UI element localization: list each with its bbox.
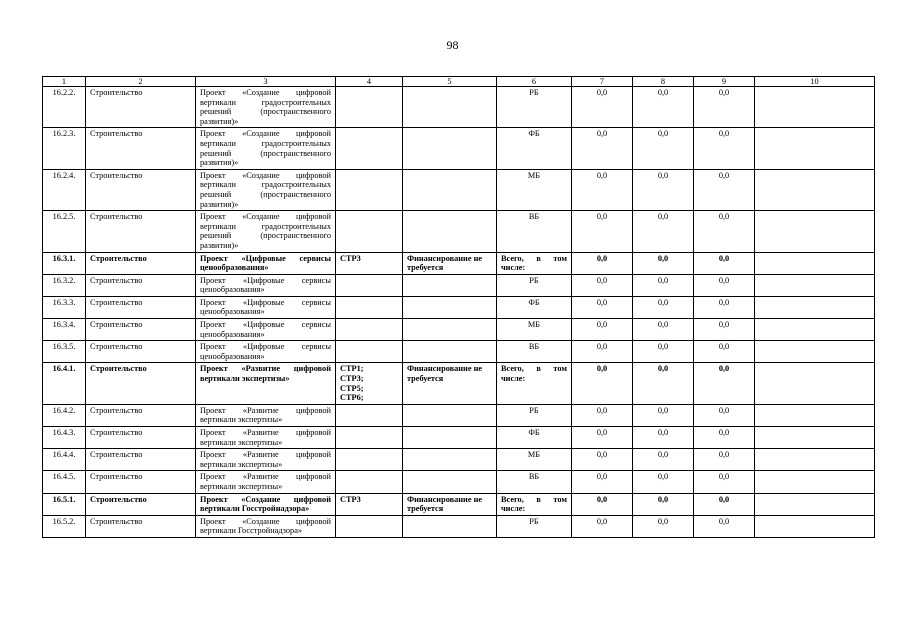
- value-col9: 0,0: [694, 252, 755, 274]
- value-col9: 0,0: [694, 169, 755, 210]
- budget-source: РБ: [497, 515, 572, 537]
- financing-note: [403, 341, 497, 363]
- budget-source: Всего, в том числе:: [497, 252, 572, 274]
- table-row: [43, 87, 875, 128]
- value-col7: 0,0: [572, 296, 633, 318]
- budget-source: ФБ: [497, 427, 572, 449]
- value-col7: 0,0: [572, 449, 633, 471]
- note-cell: [755, 363, 875, 404]
- sector: Строительство: [86, 449, 196, 471]
- financing-note: Финансирование не требуется: [403, 493, 497, 515]
- sector: Строительство: [86, 427, 196, 449]
- value-col7: 0,0: [572, 404, 633, 426]
- item-number: 16.4.5.: [43, 471, 86, 493]
- value-col8: 0,0: [633, 493, 694, 515]
- financing-note: [403, 449, 497, 471]
- note-cell: [755, 252, 875, 274]
- column-number-7: 7: [572, 77, 633, 87]
- value-col9: 0,0: [694, 341, 755, 363]
- budget-source: РБ: [497, 404, 572, 426]
- project-name: Проект «Цифровые сервисы ценообразования»: [196, 274, 336, 296]
- column-number-8: 8: [633, 77, 694, 87]
- table-row: [43, 274, 875, 296]
- table-row: [43, 341, 875, 363]
- budget-source: МБ: [497, 449, 572, 471]
- item-number: 16.5.2.: [43, 515, 86, 537]
- item-number: 16.3.3.: [43, 296, 86, 318]
- value-col9: 0,0: [694, 363, 755, 404]
- value-col7: 0,0: [572, 493, 633, 515]
- table-row: [43, 211, 875, 252]
- value-col8: 0,0: [633, 169, 694, 210]
- table-row: [43, 449, 875, 471]
- financing-note: [403, 427, 497, 449]
- table-row: [43, 404, 875, 426]
- sector: Строительство: [86, 169, 196, 210]
- project-name: Проект «Цифровые сервисы ценообразования»: [196, 252, 336, 274]
- indicator-code: [336, 87, 403, 128]
- value-col9: 0,0: [694, 296, 755, 318]
- budget-source: РБ: [497, 87, 572, 128]
- sector: Строительство: [86, 471, 196, 493]
- indicator-code: [336, 296, 403, 318]
- item-number: 16.5.1.: [43, 493, 86, 515]
- indicator-code: [336, 404, 403, 426]
- project-name: Проект «Развитие цифровой вертикали экспертизы»: [196, 404, 336, 426]
- table-row: [43, 471, 875, 493]
- project-name: Проект «Создание цифровой вертикали градостроительных решений (пространственного развития)»: [196, 87, 336, 128]
- column-number-5: 5: [403, 77, 497, 87]
- value-col8: 0,0: [633, 128, 694, 169]
- column-number-3: 3: [196, 77, 336, 87]
- column-number-row: [43, 77, 875, 87]
- value-col9: 0,0: [694, 274, 755, 296]
- sector: Строительство: [86, 87, 196, 128]
- budget-source: Всего, в том числе:: [497, 363, 572, 404]
- value-col9: 0,0: [694, 319, 755, 341]
- indicator-code: [336, 128, 403, 169]
- project-name: Проект «Развитие цифровой вертикали экспертизы»: [196, 363, 336, 404]
- budget-source: ФБ: [497, 296, 572, 318]
- note-cell: [755, 319, 875, 341]
- value-col9: 0,0: [694, 211, 755, 252]
- project-name: Проект «Создание цифровой вертикали градостроительных решений (пространственного развития)»: [196, 211, 336, 252]
- value-col7: 0,0: [572, 169, 633, 210]
- budget-source: ВБ: [497, 211, 572, 252]
- financing-note: [403, 515, 497, 537]
- value-col7: 0,0: [572, 274, 633, 296]
- value-col9: 0,0: [694, 128, 755, 169]
- item-number: 16.2.3.: [43, 128, 86, 169]
- financing-note: [403, 274, 497, 296]
- value-col9: 0,0: [694, 404, 755, 426]
- value-col8: 0,0: [633, 296, 694, 318]
- note-cell: [755, 449, 875, 471]
- value-col7: 0,0: [572, 363, 633, 404]
- indicator-code: СТР3: [336, 493, 403, 515]
- financing-note: [403, 211, 497, 252]
- column-number-1: 1: [43, 77, 86, 87]
- value-col9: 0,0: [694, 427, 755, 449]
- value-col7: 0,0: [572, 515, 633, 537]
- sector: Строительство: [86, 252, 196, 274]
- column-number-2: 2: [86, 77, 196, 87]
- sector: Строительство: [86, 319, 196, 341]
- value-col8: 0,0: [633, 211, 694, 252]
- value-col8: 0,0: [633, 363, 694, 404]
- table-row: [43, 169, 875, 210]
- project-name: Проект «Развитие цифровой вертикали экспертизы»: [196, 471, 336, 493]
- table-row: [43, 252, 875, 274]
- value-col9: 0,0: [694, 87, 755, 128]
- value-col8: 0,0: [633, 515, 694, 537]
- project-name: Проект «Создание цифровой вертикали градостроительных решений (пространственного развития)»: [196, 128, 336, 169]
- indicator-code: [336, 515, 403, 537]
- value-col9: 0,0: [694, 449, 755, 471]
- item-number: 16.4.1.: [43, 363, 86, 404]
- value-col8: 0,0: [633, 404, 694, 426]
- budget-source: ВБ: [497, 471, 572, 493]
- budget-source: ФБ: [497, 128, 572, 169]
- budget-source: Всего, в том числе:: [497, 493, 572, 515]
- table-row: [43, 363, 875, 404]
- sector: Строительство: [86, 363, 196, 404]
- note-cell: [755, 341, 875, 363]
- note-cell: [755, 427, 875, 449]
- sector: Строительство: [86, 211, 196, 252]
- indicator-code-line: СТР3;: [340, 374, 364, 384]
- indicator-code: [336, 471, 403, 493]
- value-col8: 0,0: [633, 341, 694, 363]
- page-number: 98: [446, 38, 459, 52]
- project-name: Проект «Создание цифровой вертикали градостроительных решений (пространственного развития)»: [196, 169, 336, 210]
- column-number-9: 9: [694, 77, 755, 87]
- note-cell: [755, 296, 875, 318]
- project-name: Проект «Цифровые сервисы ценообразования»: [196, 341, 336, 363]
- item-number: 16.2.2.: [43, 87, 86, 128]
- value-col7: 0,0: [572, 252, 633, 274]
- financing-note: [403, 296, 497, 318]
- project-name: Проект «Развитие цифровой вертикали экспертизы»: [196, 427, 336, 449]
- project-name: Проект «Цифровые сервисы ценообразования»: [196, 319, 336, 341]
- value-col8: 0,0: [633, 471, 694, 493]
- item-number: 16.4.2.: [43, 404, 86, 426]
- note-cell: [755, 87, 875, 128]
- value-col8: 0,0: [633, 87, 694, 128]
- value-col9: 0,0: [694, 471, 755, 493]
- note-cell: [755, 515, 875, 537]
- indicator-code: [336, 319, 403, 341]
- item-number: 16.3.1.: [43, 252, 86, 274]
- item-number: 16.3.4.: [43, 319, 86, 341]
- sector: Строительство: [86, 296, 196, 318]
- value-col8: 0,0: [633, 319, 694, 341]
- value-col7: 0,0: [572, 471, 633, 493]
- table-row: [43, 296, 875, 318]
- value-col7: 0,0: [572, 319, 633, 341]
- indicator-code-line: СТР1;: [340, 364, 364, 374]
- value-col8: 0,0: [633, 427, 694, 449]
- value-col7: 0,0: [572, 341, 633, 363]
- table-row: [43, 515, 875, 537]
- note-cell: [755, 211, 875, 252]
- note-cell: [755, 274, 875, 296]
- item-number: 16.3.5.: [43, 341, 86, 363]
- indicator-code: СТР3: [336, 252, 403, 274]
- sector: Строительство: [86, 404, 196, 426]
- column-number-6: 6: [497, 77, 572, 87]
- sector: Строительство: [86, 341, 196, 363]
- note-cell: [755, 128, 875, 169]
- financing-note: [403, 404, 497, 426]
- budget-source: МБ: [497, 169, 572, 210]
- sector: Строительство: [86, 493, 196, 515]
- financing-note: [403, 319, 497, 341]
- indicator-code: [336, 211, 403, 252]
- budget-source: РБ: [497, 274, 572, 296]
- item-number: 16.3.2.: [43, 274, 86, 296]
- table-row: [43, 319, 875, 341]
- indicator-code: [336, 427, 403, 449]
- project-name: Проект «Развитие цифровой вертикали экспертизы»: [196, 449, 336, 471]
- project-name: Проект «Создание цифровой вертикали Госстройнадзора»: [196, 515, 336, 537]
- table-row: [43, 493, 875, 515]
- financing-note: Финансирование не требуется: [403, 363, 497, 404]
- budget-table: [42, 76, 875, 538]
- value-col8: 0,0: [633, 274, 694, 296]
- value-col9: 0,0: [694, 493, 755, 515]
- value-col9: 0,0: [694, 515, 755, 537]
- financing-note: [403, 169, 497, 210]
- indicator-code: [336, 274, 403, 296]
- indicator-code: [336, 363, 403, 404]
- indicator-code: [336, 449, 403, 471]
- note-cell: [755, 471, 875, 493]
- value-col8: 0,0: [633, 252, 694, 274]
- value-col8: 0,0: [633, 449, 694, 471]
- budget-source: МБ: [497, 319, 572, 341]
- value-col7: 0,0: [572, 211, 633, 252]
- note-cell: [755, 169, 875, 210]
- table-row: [43, 427, 875, 449]
- project-name: Проект «Цифровые сервисы ценообразования»: [196, 296, 336, 318]
- sector: Строительство: [86, 515, 196, 537]
- project-name: Проект «Создание цифровой вертикали Госстройнадзора»: [196, 493, 336, 515]
- column-number-10: 10: [755, 77, 875, 87]
- value-col7: 0,0: [572, 87, 633, 128]
- indicator-code-line: СТР5;: [340, 383, 364, 393]
- financing-note: [403, 87, 497, 128]
- item-number: 16.4.4.: [43, 449, 86, 471]
- column-number-4: 4: [336, 77, 403, 87]
- indicator-code-line: СТР6;: [340, 393, 364, 403]
- financing-note: [403, 471, 497, 493]
- value-col7: 0,0: [572, 128, 633, 169]
- note-cell: [755, 493, 875, 515]
- value-col7: 0,0: [572, 427, 633, 449]
- sector: Строительство: [86, 274, 196, 296]
- financing-note: Финансирование не требуется: [403, 252, 497, 274]
- note-cell: [755, 404, 875, 426]
- item-number: 16.2.4.: [43, 169, 86, 210]
- item-number: 16.2.5.: [43, 211, 86, 252]
- table-row: [43, 128, 875, 169]
- budget-source: ВБ: [497, 341, 572, 363]
- indicator-code: [336, 341, 403, 363]
- item-number: 16.4.3.: [43, 427, 86, 449]
- sector: Строительство: [86, 128, 196, 169]
- indicator-code: [336, 169, 403, 210]
- financing-note: [403, 128, 497, 169]
